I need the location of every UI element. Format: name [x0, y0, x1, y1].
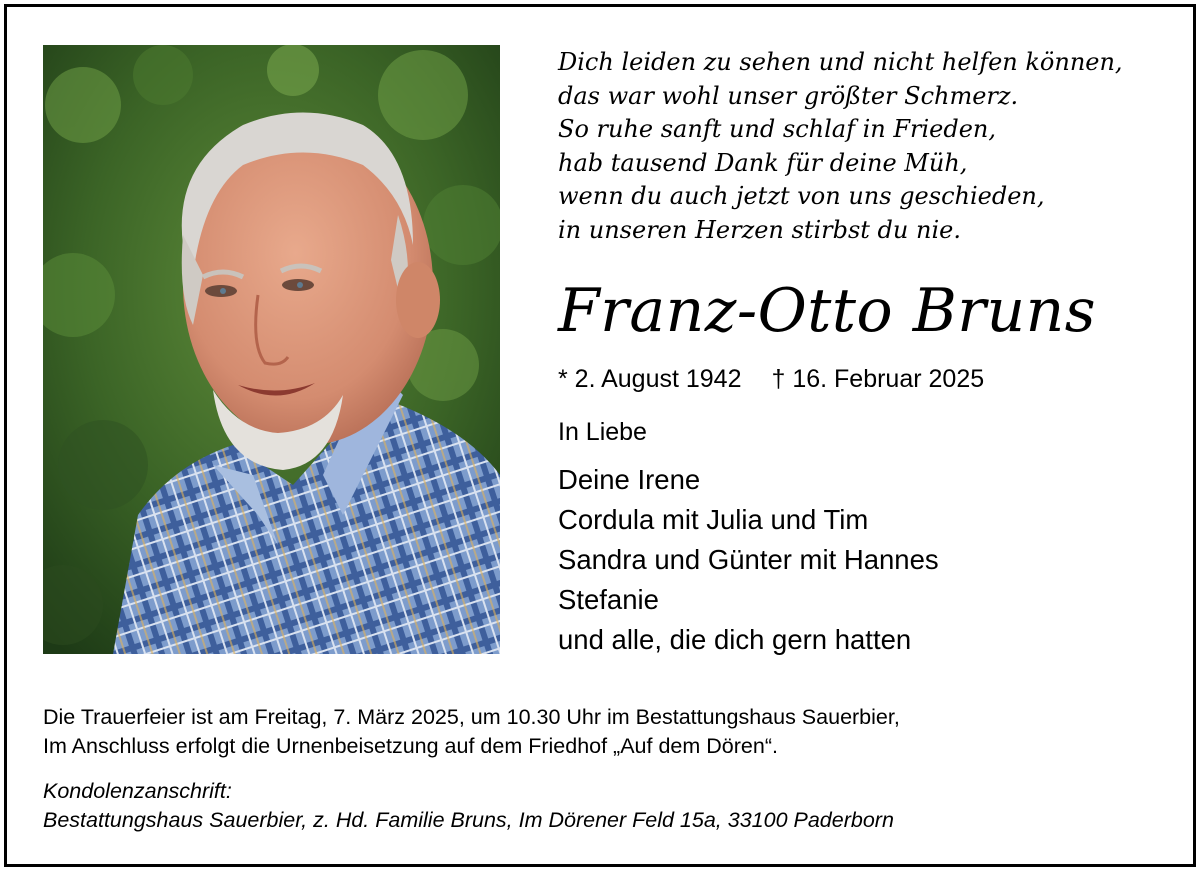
intro-text: In Liebe — [558, 418, 647, 446]
mourner-line: Deine Irene — [558, 464, 701, 495]
poem-line: wenn du auch jetzt von uns geschieden, — [558, 182, 1045, 211]
mourners-list — [558, 460, 939, 660]
condolence-address — [43, 777, 894, 835]
life-dates — [558, 363, 984, 395]
portrait-photo — [43, 45, 500, 654]
service-info — [43, 703, 900, 761]
poem-line: So ruhe sanft und schlaf in Frieden, — [558, 115, 997, 144]
condolence-heading: Kondolenzanschrift: — [43, 779, 232, 803]
mourner-line: Sandra und Günter mit Hannes — [558, 544, 939, 575]
deceased-name: Franz-Otto Bruns — [558, 276, 1097, 346]
mourner-line: und alle, die dich gern hatten — [558, 624, 912, 655]
mourner-line: Stefanie — [558, 584, 659, 615]
poem-line: in unseren Herzen stirbst du nie. — [558, 215, 961, 244]
service-line: Die Trauerfeier ist am Freitag, 7. März 2025, um 10.30 Uhr im Bestattungshaus Sauerbier, — [43, 705, 900, 729]
condolence-address-line: Bestattungshaus Sauerbier, z. Hd. Familie Bruns, Im Dörener Feld 15a, 33100 Paderborn — [43, 808, 894, 832]
mourner-line: Cordula mit Julia und Tim — [558, 504, 869, 535]
birth-date: * 2. August 1942 — [558, 365, 742, 393]
poem-line: das war wohl unser größter Schmerz. — [558, 81, 1019, 110]
poem — [558, 46, 1178, 248]
death-date: † 16. Februar 2025 — [771, 365, 985, 393]
service-line: Im Anschluss erfolgt die Urnenbeisetzung auf dem Friedhof „Auf dem Dören“. — [43, 734, 778, 758]
poem-line: hab tausend Dank für deine Müh, — [558, 148, 968, 177]
poem-line: Dich leiden zu sehen und nicht helfen können, — [558, 48, 1123, 76]
